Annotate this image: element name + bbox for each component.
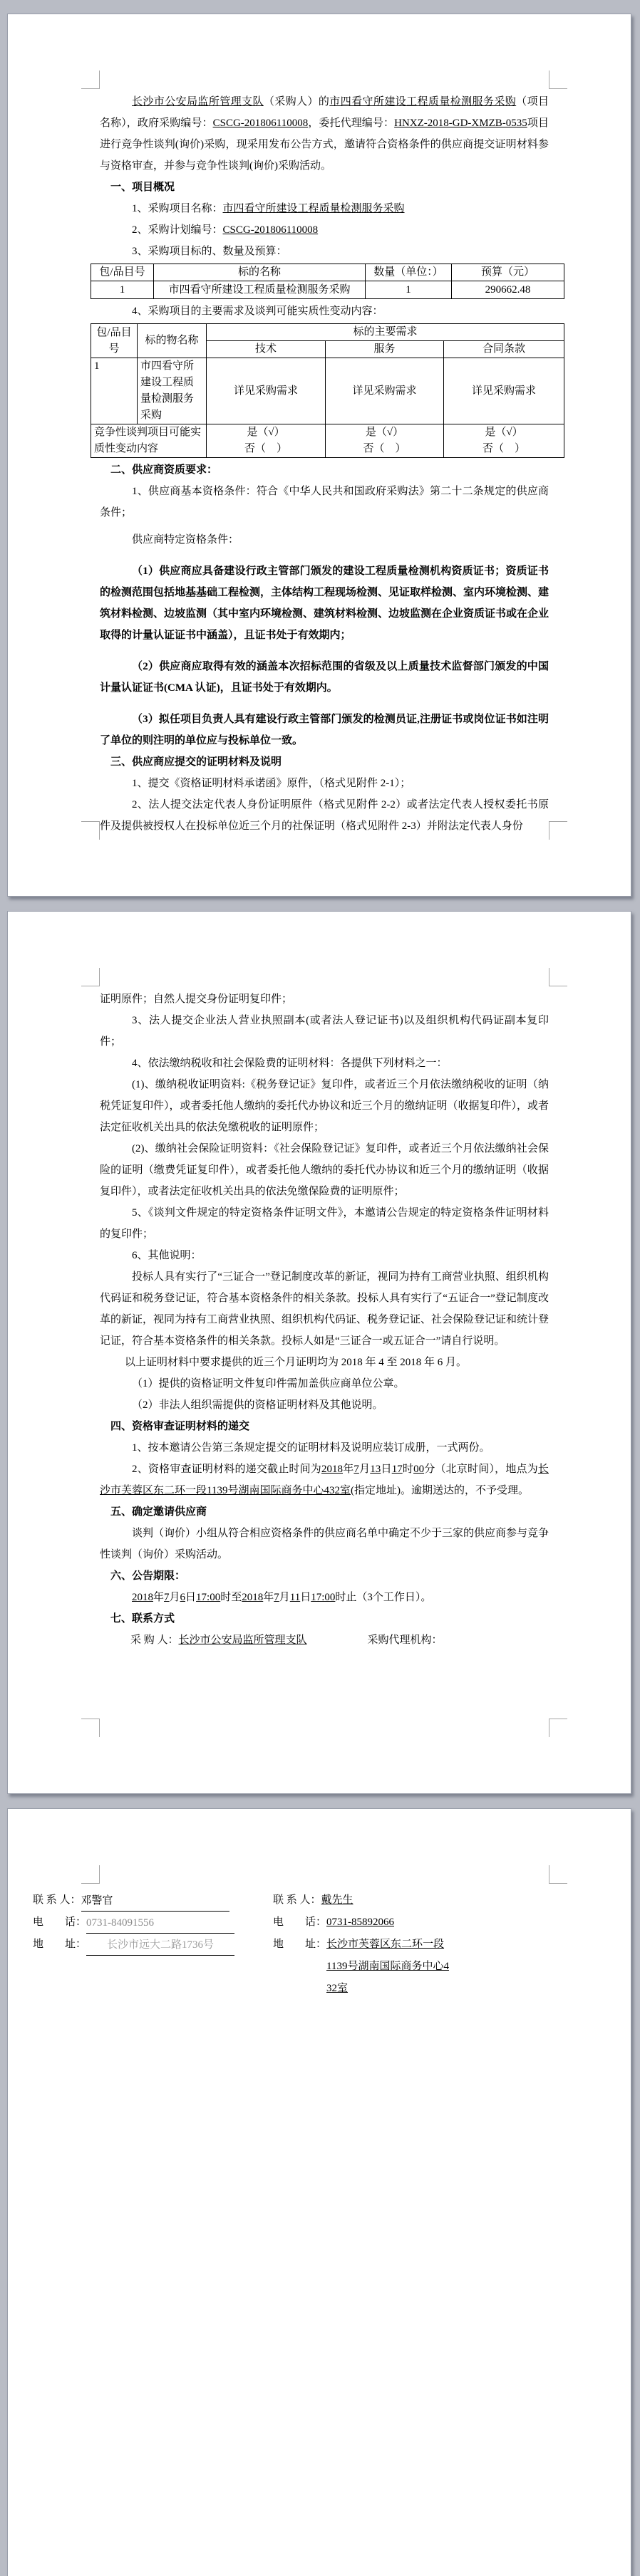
margin-crop-mark (81, 821, 100, 840)
header-budget: 预算（元） (452, 264, 564, 281)
page-1-content (94, 91, 549, 837)
para-material-2: 2、法人提交法定代表人身份证明原件（格式见附件 2-2）或者法定代表人授权委托书原件及提供被授权人在投标单位近三个月的社保证明（格式见附件 2-3）并附法定代表人身份 (100, 799, 549, 832)
option-yes: 是（√） (485, 427, 523, 438)
para-social-insurance-proof: (2)、缴纳社会保险证明资料：《社会保险登记证》复印件，或者近三个月依法缴纳社会保险的证明（缴费凭证复印件），或者委托他人缴纳的委托代办协议和近三个月的缴纳证明（收据复印件），或者法定征收机关出具的依法免缴保险费的证明原件； (100, 1143, 549, 1197)
paragraph-intro: 长沙市公安局监所管理支队（采购人）的市四看守所建设工程质量检测服务采购（项目名称），政府采购编号：CSCG-201806110008，委托代理编号：HNXZ-2018-GD-XMZB-0535项目进行竞争性谈判(询价)采购，现采用发布公告方式，邀请符合资格条件的供应商提交证明材料参与资格审查，并参与竞争性谈判(询价)采购活动。 (100, 96, 549, 172)
para-material-4: 4、依法缴纳税收和社会保险费的证明材料：各提供下列材料之一： (132, 1058, 448, 1069)
cell-package-no: 1 (91, 358, 138, 424)
table-row-substantive-change (91, 424, 564, 458)
section-heading-4: 四、资格审查证明材料的递交 (110, 1421, 250, 1432)
para-proof-period: 以上证明材料中要求提供的近三个月证明均为 2018 年 4 至 2018 年 6 月。 (125, 1357, 468, 1368)
cell-package-no: 1 (91, 281, 154, 299)
option-no: 否（ ） (244, 443, 287, 454)
table-header-row (91, 264, 564, 281)
cell-subject-name: 市四看守所建设工程质量检测服务采购 (138, 358, 207, 424)
cell-quantity: 1 (366, 281, 452, 299)
margin-crop-mark (81, 968, 100, 986)
para-material-3: 3、法人提交企业法人营业执照副本(或者法人登记证书)以及组织机构代码证副本复印件； (100, 1015, 549, 1048)
agency-label: 采购代理机构： (367, 1634, 443, 1646)
cell-contract: 详见采购需求 (444, 358, 564, 424)
para-qualification-1: （1）供应商应具备建设行政主管部门颁发的建设工程质量检测机构资质证书；资质证书的检测范围包括地基基础工程检测，主体结构工程现场检测、见证取样检测、室内环境检测、建筑材料检测、边坡监测（其中室内环境检测、建筑材料检测、边坡监测在企业资质证书或在企业取得的计量认证证书中涵盖），且证书处于有效期内； (100, 565, 549, 641)
section-heading-2: 二、供应商资质要求： (110, 464, 218, 476)
address-label: 地 址： (273, 1939, 327, 1950)
para-material-2-continued: 证明原件；自然人提交身份证明复印件； (100, 994, 293, 1005)
address-row (273, 1934, 457, 2000)
para-material-5: 5、《谈判文件规定的特定资格条件证明文件》，本邀请公告规定的特定资格条件证明材料的复印件； (100, 1207, 549, 1240)
cell-change-service (326, 424, 444, 458)
header-main-demand: 标的主要需求 (207, 324, 564, 341)
para-specific-qualification-title: 供应商特定资格条件： (132, 534, 239, 546)
para-submission-1: 1、按本邀请公告第三条规定提交的证明材料及说明应装订成册，一式两份。 (132, 1442, 490, 1454)
address-value: 长沙市远大二路1736号 (86, 1935, 234, 1956)
section-heading-1: 一、项目概况 (110, 182, 175, 193)
para-material-6: 6、其他说明： (132, 1250, 202, 1261)
phone-value: 0731-84091556 (86, 1913, 234, 1934)
section-heading-3: 三、供应商应提交的证明材料及说明 (110, 756, 282, 768)
header-subject-name: 标的物名称 (138, 324, 207, 358)
phone-row (273, 1912, 457, 1934)
address-value: 长沙市芙蓉区东二环一段1139号湖南国际商务中心432室 (326, 1939, 449, 1994)
document-page-3 (7, 1808, 631, 2576)
phone-label: 电 话： (273, 1917, 327, 1928)
cell-tech: 详见采购需求 (207, 358, 326, 424)
contact-person-row (33, 1889, 254, 1912)
header-package-no: 包/品目号 (91, 324, 138, 358)
header-subject-name: 标的名称 (154, 264, 366, 281)
purchaser-value: 长沙市公安局监所管理支队 (178, 1634, 307, 1646)
document-page-2 (7, 911, 631, 1794)
table-header-row (91, 324, 564, 341)
para-purchaser-line (130, 1629, 549, 1651)
section-heading-7: 七、联系方式 (110, 1613, 175, 1625)
margin-crop-mark (549, 968, 567, 986)
para-basic-qualification: 1、供应商基本资格条件：符合《中华人民共和国政府采购法》第二十二条规定的供应商条件； (100, 486, 549, 518)
header-package-no: 包/品目号 (91, 264, 154, 281)
cell-subject-name: 市四看守所建设工程质量检测服务采购 (154, 281, 366, 299)
para-qualification-3: （3）拟任项目负责人具有建设行政主管部门颁发的检测员证,注册证书或岗位证书如注明了单位的则注明的单位应与投标单位一致。 (100, 714, 549, 746)
contact-person-value: 戴先生 (321, 1894, 353, 1906)
margin-crop-mark (81, 1865, 100, 1884)
para-invited-suppliers: 谈判（询价）小组从符合相应资格条件的供应商名单中确定不少于三家的供应商参与竞争性谈判（询价）采购活动。 (100, 1528, 549, 1560)
cell-service: 详见采购需求 (326, 358, 444, 424)
agency-contact-column (273, 1889, 457, 2000)
section-heading-6: 六、公告期限： (110, 1570, 186, 1582)
cell-budget: 290662.48 (452, 281, 564, 299)
para-note-2: （2）非法人组织需提供的资格证明材料及其他说明。 (132, 1399, 383, 1411)
margin-crop-mark (549, 821, 567, 840)
para-other-notes: 投标人具有实行了“三证合一”登记制度改革的新证，视同为持有工商营业执照、组织机构代码证和税务登记证，符合基本资格条件的相关条款。投标人具有实行了“五证合一”登记制度改革的新证，视同为持有工商营业执照、组织机构代码证、税务登记证、社会保险登记证和统计登记证，符合基本资格条件的相关条款。投标人如是“三证合一或五证合一”请自行说明。 (100, 1271, 549, 1347)
margin-crop-mark (549, 1865, 567, 1884)
phone-label: 电 话： (33, 1917, 87, 1928)
header-tech: 技术 (207, 341, 326, 358)
margin-crop-mark (81, 1719, 100, 1737)
item-main-requirements: 4、采购项目的主要需求及谈判可能实质性变动内容： (132, 306, 383, 317)
header-quantity: 数量（单位：） (366, 264, 452, 281)
margin-crop-mark (81, 71, 100, 89)
para-qualification-2: （2）供应商应取得有效的涵盖本次招标范围的省级及以上质量技术监督部门颁发的中国计量认证证书(CMA 认证)，且证书处于有效期内。 (100, 661, 549, 694)
para-announcement-period: 2018年7月6日17:00时至2018年7月11日17:00时止（3个工作日）。 (132, 1592, 432, 1603)
item-plan-number: 2、采购计划编号：CSCG-201806110008 (132, 224, 319, 236)
margin-crop-mark (549, 1719, 567, 1737)
requirements-table (91, 323, 564, 458)
header-service: 服务 (326, 341, 444, 358)
para-note-1: （1）提供的资格证明文件复印件需加盖供应商单位公章。 (132, 1378, 405, 1389)
contact-person-label: 联 系 人： (33, 1894, 81, 1906)
cell-change-tech (207, 424, 326, 458)
address-row (33, 1934, 254, 1956)
cell-change-contract (444, 424, 564, 458)
purchaser-contact-column (33, 1889, 254, 1956)
para-submission-deadline: 2、资格审查证明材料的递交截止时间为2018年7月13日17时00分（北京时间），地点为长沙市芙蓉区东二环一段1139号湖南国际商务中心432室(指定地址)。逾期送达的，不予受理。 (100, 1464, 549, 1496)
item-subject-budget: 3、采购项目标的、数量及预算： (132, 246, 287, 257)
cell-change-label: 竞争性谈判项目可能实质性变动内容 (91, 424, 207, 458)
option-yes: 是（√） (365, 427, 404, 438)
phone-value: 0731-85892066 (326, 1917, 395, 1928)
page-2-content (100, 989, 549, 1651)
option-no: 否（ ） (482, 443, 526, 454)
contact-person-label: 联 系 人： (273, 1894, 321, 1906)
para-material-1: 1、提交《资格证明材料承诺函》原件，（格式见附件 2-1）； (132, 778, 411, 789)
para-tax-proof: (1)、缴纳税收证明资料:《税务登记证》复印件，或者近三个月依法缴纳税收的证明（纳税凭证复印件），或者委托他人缴纳的委托代办协议和近三个月的缴纳证明（收据复印件），或者法定征收机关出具的依法免缴税收的证明原件； (100, 1079, 549, 1133)
margin-crop-mark (549, 71, 567, 89)
contact-person-row (273, 1889, 457, 1912)
contact-person-value: 邓警官 (81, 1891, 229, 1912)
section-heading-5: 五、确定邀请供应商 (110, 1506, 207, 1518)
option-yes: 是（√） (247, 427, 285, 438)
address-label: 地 址： (33, 1939, 87, 1950)
document-page-1 (7, 14, 631, 897)
procurement-summary-table (91, 264, 564, 299)
option-no: 否（ ） (363, 443, 406, 454)
phone-row (33, 1912, 254, 1934)
table-row (91, 281, 564, 299)
table-row (91, 358, 564, 424)
item-project-name: 1、采购项目名称：市四看守所建设工程质量检测服务采购 (132, 203, 405, 214)
header-contract: 合同条款 (444, 341, 564, 358)
purchaser-label: 采 购 人： (130, 1634, 179, 1646)
